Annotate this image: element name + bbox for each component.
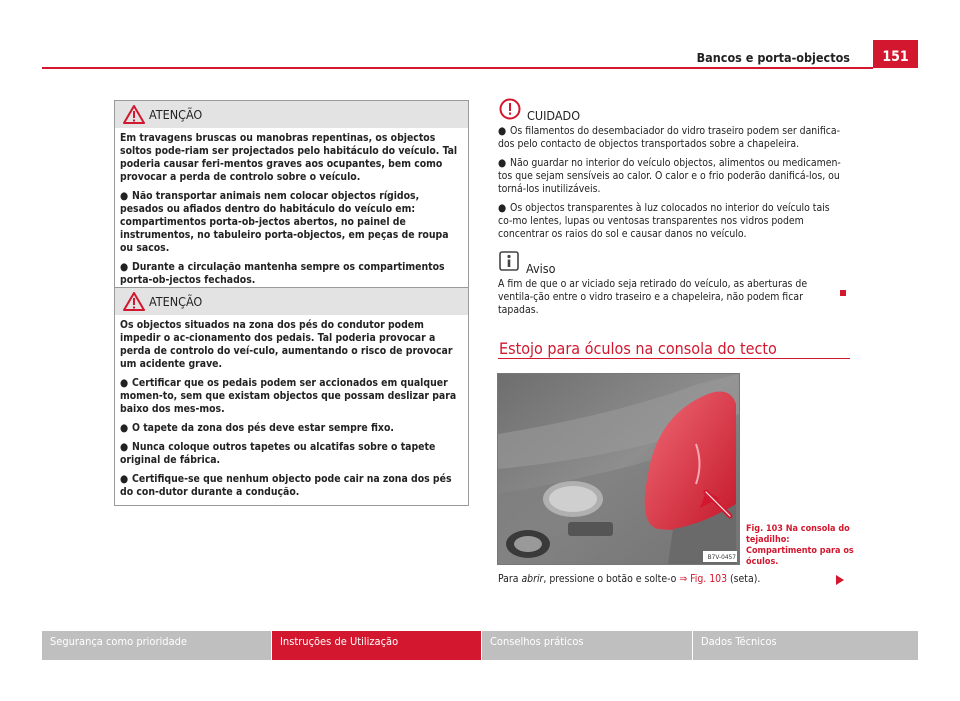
warning-bullet: ● Não transportar animais nem colocar objectos rígidos, pesados ou afiados dentro do habitáculo do veículo em: compartimentos porta-ob-jectos abertos, no painel de instrumentos, no tabuleiro porta-objectos, em peças de roupa ou sacos. — [120, 190, 449, 254]
end-marker — [840, 290, 846, 296]
warning-box-header — [115, 101, 468, 128]
caution-bullet: ● Os filamentos do desembaciador do vidro traseiro podem ser danifica-dos pelo contacto de objectos transportados sobre a chapeleira. — [498, 125, 840, 150]
caution-exclamation-icon — [499, 98, 521, 120]
warning-triangle-icon — [123, 292, 145, 311]
warning-box-1 — [114, 100, 469, 294]
note-text: A fim de que o ar viciado seja retirado do veículo, as aberturas de ventila-ção entre o vidro traseiro e a chapeleira, não podem ficar tapadas. — [498, 278, 808, 316]
header-rule — [42, 67, 873, 69]
info-note-icon — [499, 251, 519, 271]
warning-bullet: ● O tapete da zona dos pés deve estar sempre fixo. — [120, 422, 394, 434]
warning-intro: Os objectos situados na zona dos pés do condutor podem impedir o ac-cionamento dos pedais. Tal poderia provocar a perda de controlo do veí-culo, aumentando o risco de provocar um acidente grave. — [120, 319, 453, 370]
figure-link[interactable]: ⇒ Fig. 103 — [679, 573, 728, 585]
warning-box-2 — [114, 287, 469, 506]
warning-bullet: ● Nunca coloque outros tapetes ou alcatifas sobre o tapete original de fábrica. — [120, 441, 436, 466]
warning-title: ATENÇÃO — [149, 294, 203, 309]
caution-title: CUIDADO — [527, 108, 581, 123]
warning-intro: Em travagens bruscas ou manobras repentinas, os objectos soltos pode-riam ser projectados pelo habitáculo do veículo. Tal poderia causar feri-mentos graves aos ocupantes, bem como provocar a perda de controlo sobre o veículo. — [120, 132, 458, 183]
footer-tab-instructions[interactable]: Instruções de Utilização — [272, 631, 481, 660]
warning-bullet: ● Certifique-se que nenhum objecto pode cair na zona dos pés do con-dutor durante a condução. — [120, 473, 452, 498]
warning-title: ATENÇÃO — [149, 107, 203, 122]
roof-console-illustration — [498, 374, 739, 564]
caution-bullet: ● Os objectos transparentes à luz colocados no interior do veículo tais co-mo lentes, lupas ou ventosas transparentes nos vidros podem concentrar os raios do sol e causar danos no veículo. — [498, 202, 830, 240]
warning-bullet: ● Certificar que os pedais podem ser accionados em qualquer momen-to, sem que existam objectos que possam deslizar para baixo dos mes-mos. — [120, 377, 457, 415]
open-instruction: Para abrir, pressione o botão e solte-o ⇒ Fig. 103 (seta). — [498, 573, 761, 585]
caution-bullet: ● Não guardar no interior do veículo objectos, alimentos ou medicamen-tos que sejam sensíveis ao calor. O calor e o frio poderão danificá-los, ou torná-los inutilizáveis. — [498, 157, 841, 195]
continue-arrow-icon — [836, 575, 844, 585]
figure-photo — [497, 373, 740, 565]
figure-code: B7V-0457 — [707, 553, 736, 561]
running-header-title: Bancos e porta-objectos — [696, 50, 850, 65]
page-number: 151 — [873, 40, 918, 68]
section-heading: Estojo para óculos na consola do tecto — [499, 339, 777, 358]
footer-tab-tips[interactable]: Conselhos práticos — [482, 631, 692, 660]
note-title: Aviso — [526, 261, 556, 276]
figure-caption: Fig. 103 Na consola do tejadilho: Compartimento para os óculos. — [746, 524, 854, 567]
caution-body — [498, 125, 844, 247]
footer-tab-safety[interactable]: Segurança como prioridade — [42, 631, 271, 660]
section-rule — [498, 358, 850, 359]
warning-box-header — [115, 288, 468, 315]
footer-tab-technical-data[interactable]: Dados Técnicos — [693, 631, 918, 660]
warning-triangle-icon — [123, 105, 145, 124]
warning-bullet: ● Durante a circulação mantenha sempre os compartimentos porta-ob-jectos fechados. — [120, 261, 445, 286]
